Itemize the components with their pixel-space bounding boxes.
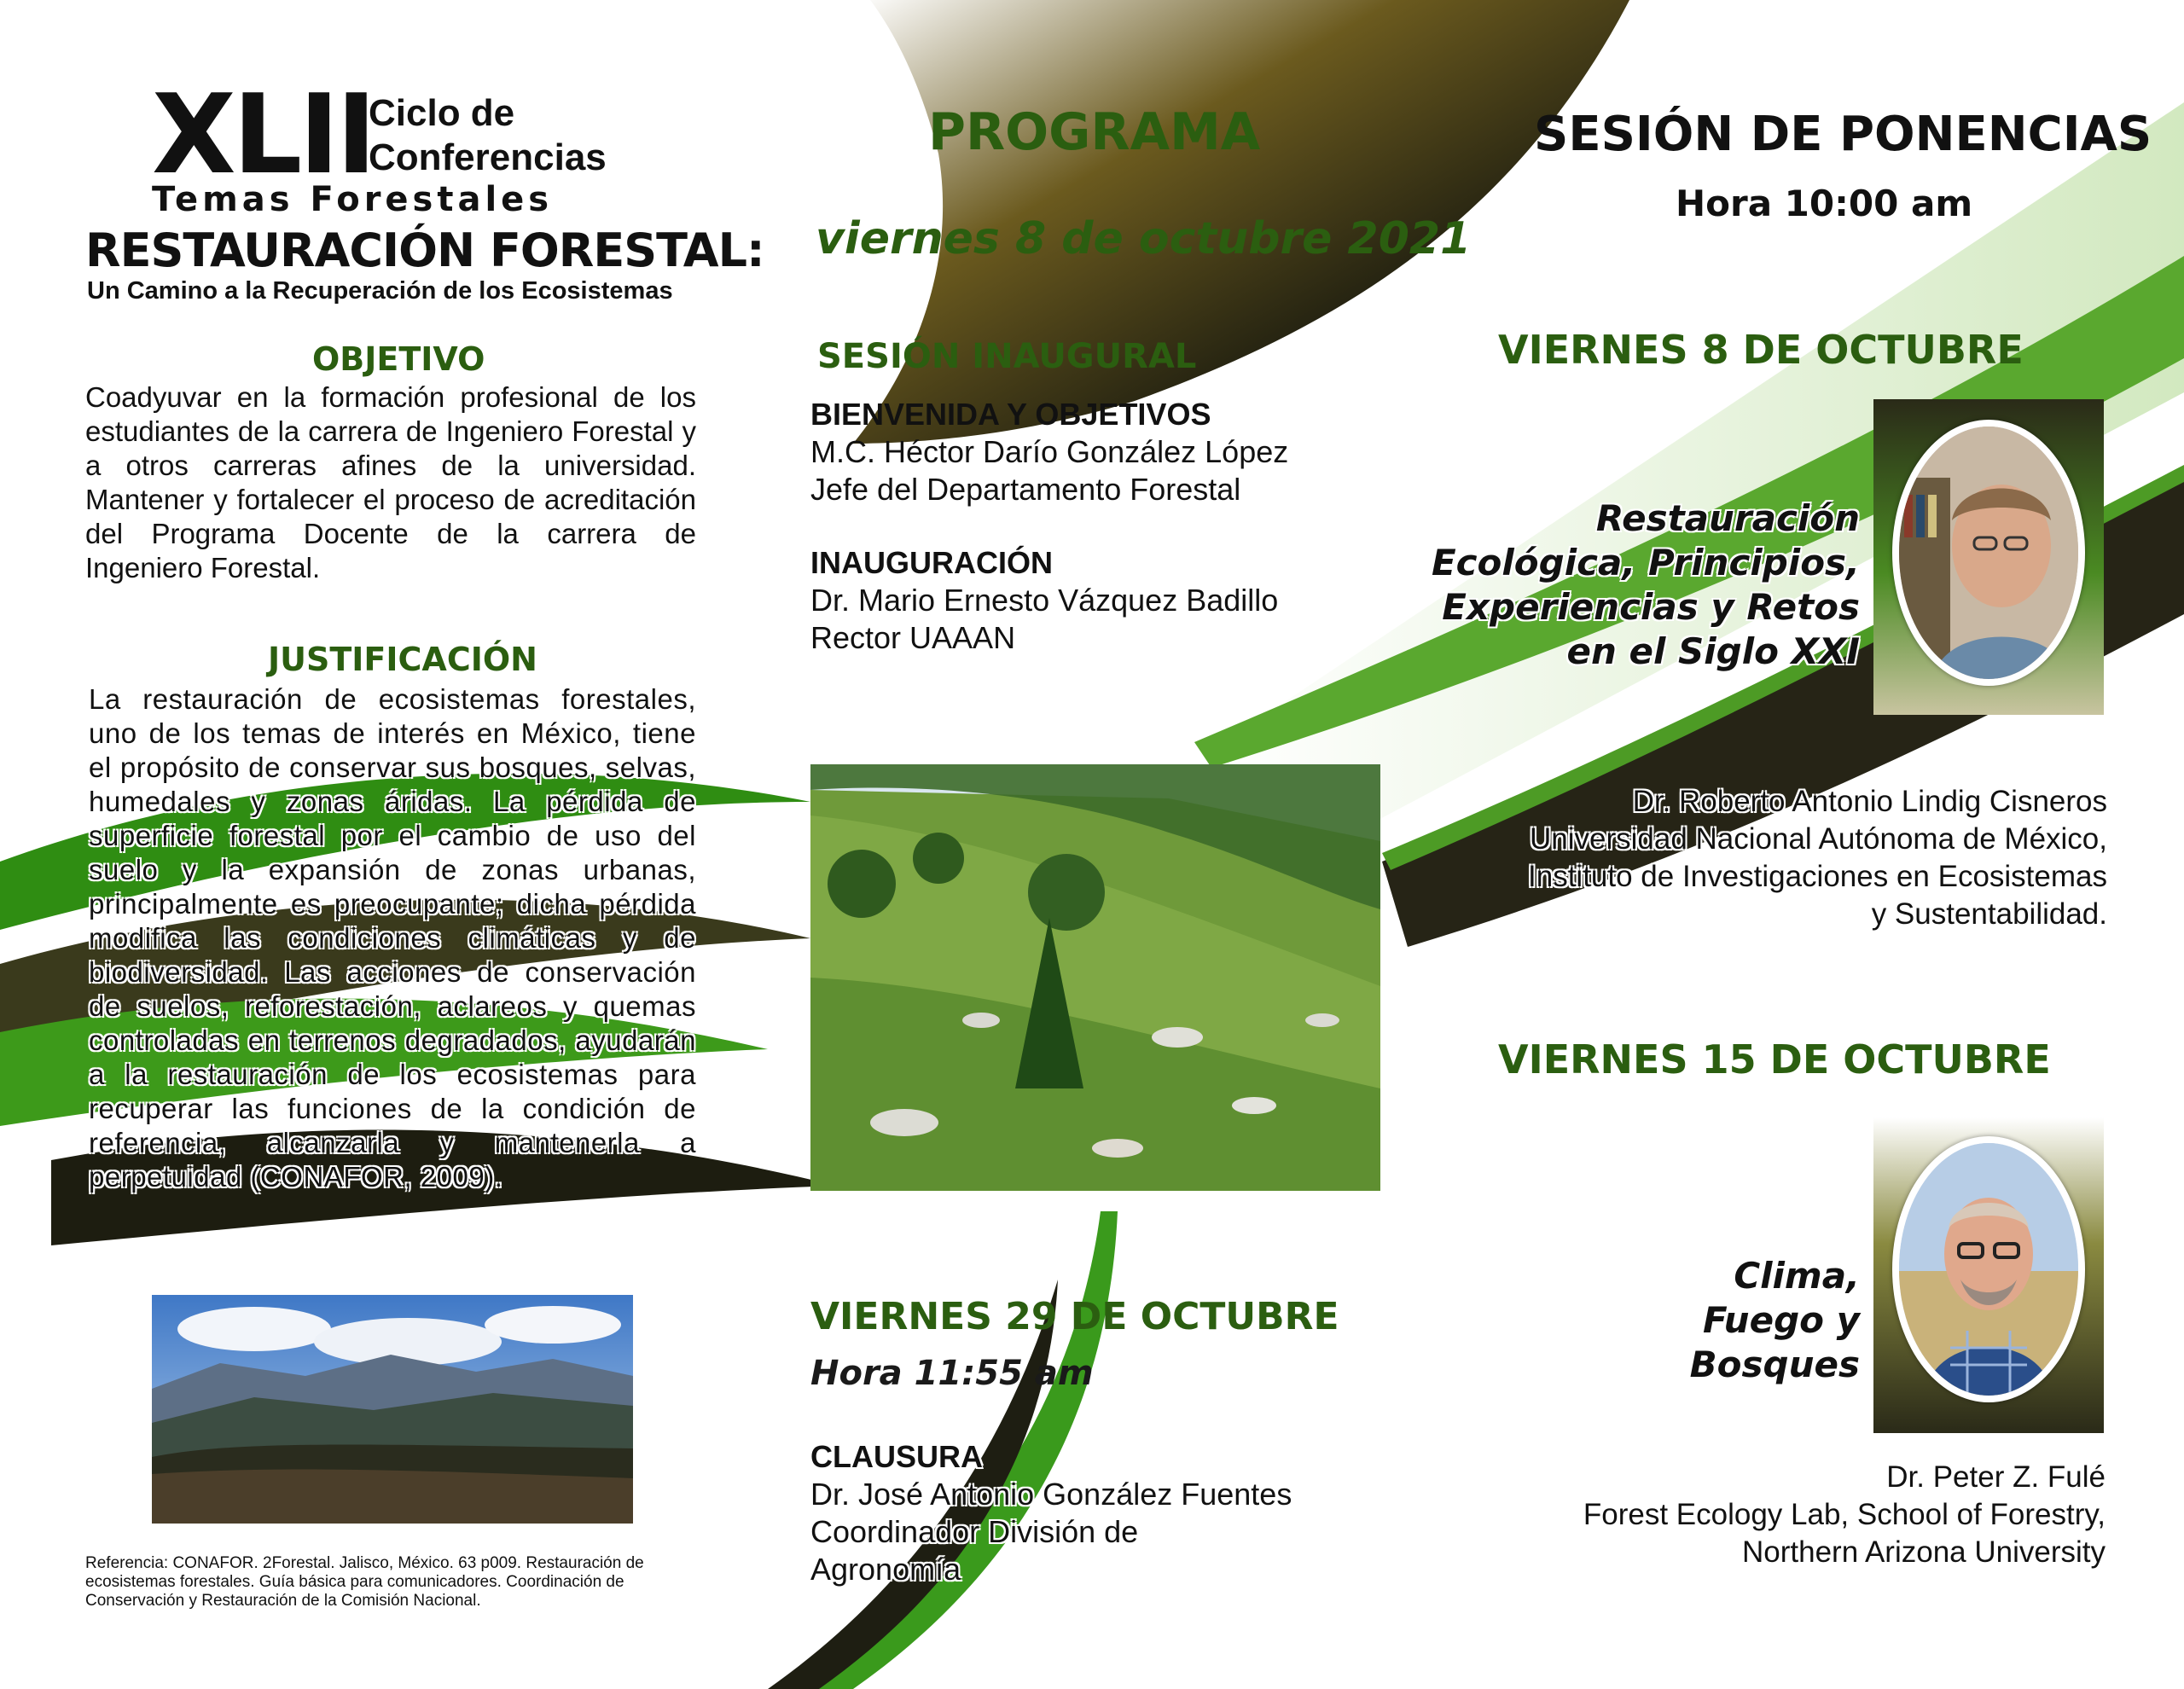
talk2-title-line1: Clima, [1734, 1255, 1860, 1297]
ponencias-hour: Hora 10:00 am [1676, 183, 1973, 224]
talk1-title-line4: en el Siglo XXI [1566, 630, 1860, 672]
talk1-date: VIERNES 8 DE OCTUBRE [1498, 327, 2024, 373]
programa-date: viernes 8 de octubre 2021 [816, 213, 1472, 264]
inauguracion-name: Dr. Mario Ernesto Vázquez Badillo [810, 583, 1279, 618]
clausura-role-line1: Coordinador División de [810, 1514, 1139, 1549]
talk2-affiliation-1: Forest Ecology Lab, School of Forestry, [1583, 1498, 2106, 1531]
clausura-name: Dr. José Antonio González Fuentes [810, 1477, 1292, 1512]
talk1-title-line2: Ecológica, Principios, [1431, 542, 1860, 583]
talk1-title-line1: Restauración [1595, 497, 1860, 539]
justificacion-heading: JUSTIFICACIÓN [268, 641, 537, 678]
referencia-note: Referencia: CONAFOR. 2Forestal. Jalisco, México. 63 p009. Restauración de ecosistemas forestales. Guía básica para comunicadores. Coordinación de Conservación y Restauración de la Comisión Nacional. [85, 1554, 644, 1610]
main-title: RESTAURACIÓN FORESTAL: [85, 223, 764, 277]
inauguracion-role: Rector UAAAN [810, 620, 1016, 655]
justificacion-text: La restauración de ecosistemas forestales, uno de los temas de interés en México, tiene el propósito de conservar sus bosques, selvas, humedales y zonas áridas. La pérdida de superficie forestal por el cambio de uso del suelo y la expansión de zonas urbanas, principalmente es preocupante; dicha pérdida modifica las condiciones climáticas y de biodiversidad. Las acciones de conservación de suelos, reforestación, aclareos y quemas controladas en terrenos degradados, ayudarán a la restauración de los ecosistemas para recuperar las funciones de la condición de referencia, alcanzarla y mantenerla a perpetuidad (CONAFOR, 2009). [89, 683, 696, 1193]
programa-heading: PROGRAMA [928, 102, 1261, 162]
talk2-title-line3: Bosques [1689, 1344, 1860, 1385]
ciclo-line2: Conferencias [369, 136, 607, 178]
bienvenida-role: Jefe del Departamento Forestal [810, 472, 1241, 507]
clausura-title: CLAUSURA [810, 1439, 983, 1474]
ponencias-heading: SESIÓN DE PONENCIAS [1534, 107, 2152, 162]
talk2-date: VIERNES 15 DE OCTUBRE [1498, 1036, 2051, 1082]
bienvenida-name: M.C. Héctor Darío González López [810, 434, 1289, 469]
talk1-affiliation-1: Universidad Nacional Autónoma de México, [1529, 822, 2107, 856]
talk2-title-line2: Fuego y [1703, 1299, 1860, 1341]
talk2-affiliation-2: Northern Arizona University [1742, 1535, 2106, 1569]
forest-slope-photo [810, 764, 1380, 1191]
talk1-affiliation-2: Instituto de Investigaciones en Ecosistemas [1528, 860, 2107, 893]
clausura-hour: Hora 11:55 am [810, 1354, 1094, 1393]
talk1-speaker-photo [1892, 420, 2085, 686]
main-subtitle: Un Camino a la Recuperación de los Ecosistemas [87, 277, 673, 305]
talk1-speaker: Dr. Roberto Antonio Lindig Cisneros [1632, 785, 2107, 818]
mountain-photo [152, 1295, 633, 1524]
talk1-title-line3: Experiencias y Retos [1442, 586, 1860, 628]
sesion-inaugural-heading: SESIÓN INAUGURAL [817, 337, 1197, 376]
inauguracion-title: INAUGURACIÓN [810, 545, 1053, 580]
objetivo-text: Coadyuvar en la formación profesional de los estudiantes de la carrera de Ingeniero Forestal y a otros carreras afines de la universidad. Mantener y fortalecer el proceso de acreditación del Programa Docente de la carrera de Ingeniero Forestal. [85, 381, 696, 583]
objetivo-heading: OBJETIVO [312, 340, 485, 378]
clausura-role-line2: Agronomía [810, 1552, 961, 1587]
bienvenida-title: BIENVENIDA Y OBJETIVOS [810, 397, 1211, 432]
talk1-affiliation-3: y Sustentabilidad. [1871, 897, 2107, 931]
clausura-date: VIERNES 29 DE OCTUBRE [810, 1295, 1339, 1338]
talk2-speaker-photo [1892, 1136, 2085, 1402]
cycle-number: XLII [152, 72, 374, 199]
talk2-speaker: Dr. Peter Z. Fulé [1886, 1460, 2106, 1494]
ciclo-line1: Ciclo de [369, 92, 515, 134]
temas-forestales: Temas Forestales [152, 180, 554, 219]
